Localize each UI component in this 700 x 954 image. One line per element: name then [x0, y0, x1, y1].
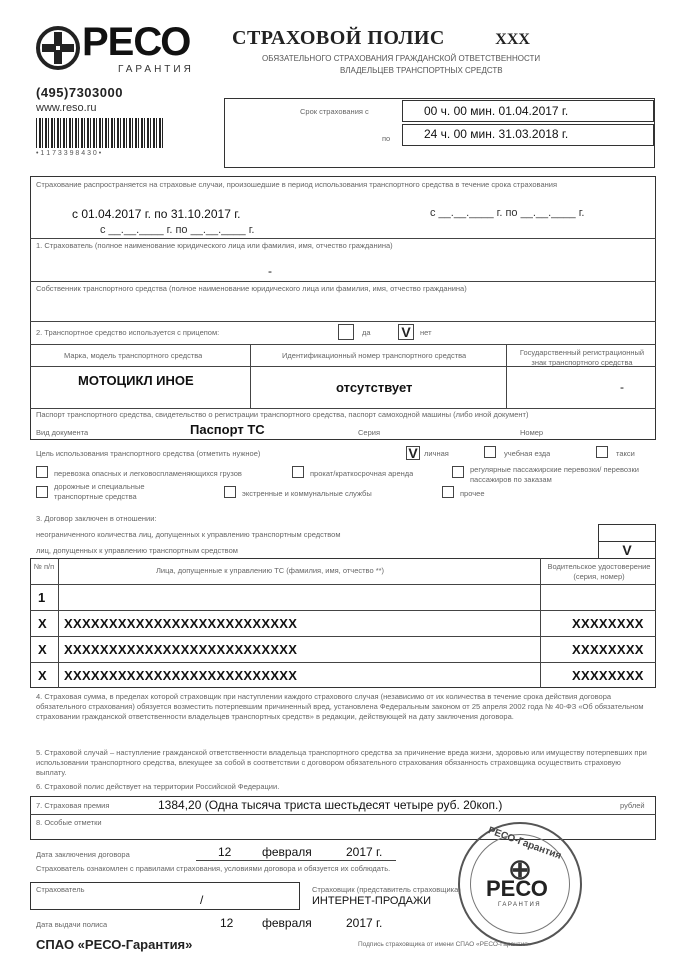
- insurant-sign-value: /: [200, 893, 204, 907]
- premium-value: 1384,20 (Одна тысяча триста шестьдесят четыре руб. 20коп.): [158, 798, 503, 812]
- doc-type-value: Паспорт ТС: [190, 422, 265, 437]
- doc-number-label: Номер: [520, 428, 544, 437]
- term-from-value: 00 ч. 00 мин. 01.04.2017 г.: [424, 104, 569, 118]
- page-title: [232, 27, 530, 50]
- purpose-training-label: учебная езда: [504, 449, 551, 458]
- title-text: СТРАХОВОЙ ПОЛИС: [232, 27, 445, 49]
- contract-unlimited-label: неограниченного количества лиц, допущенных к управлению транспортным средством: [36, 530, 341, 539]
- col-model-header: Марка, модель транспортного средства: [64, 351, 203, 360]
- usage-period-3: с __.__.____ г. по __.__.____ г.: [100, 224, 255, 236]
- purpose-taxi-label: такси: [616, 449, 635, 458]
- col-vin-header: Идентификационный номер транспортного средства: [282, 351, 467, 360]
- purpose-other-checkbox[interactable]: [442, 486, 454, 498]
- purpose-rental-label: прокат/краткосрочная аренда: [310, 469, 414, 478]
- phone: (495)7303000: [36, 85, 123, 100]
- website: www.reso.ru: [36, 102, 97, 114]
- logo-subtext: ГАРАНТИЯ: [118, 64, 194, 75]
- purpose-training-checkbox[interactable]: [484, 446, 496, 458]
- series-text: XXX: [495, 31, 530, 48]
- barcode-digits: • 1 1 7 3 3 9 8 4 3 0 •: [36, 150, 102, 157]
- purpose-emergency-label: экстренные и коммунальные службы: [242, 489, 372, 498]
- doc-type-label: Вид документа: [36, 428, 89, 437]
- premium-label: 7. Страховая премия: [36, 801, 110, 810]
- vehicle-doc-label: Паспорт транспортного средства, свидетельство о регистрации транспортного средства, паспорт самоходной машины (либо иной документ): [36, 410, 529, 419]
- purpose-taxi-checkbox[interactable]: [596, 446, 608, 458]
- driver-row-4-num: X: [38, 668, 47, 683]
- usage-period-label: Страхование распространяется на страховые случаи, произошедшие в период использования транспортного средства в течение срока страхования: [36, 180, 558, 189]
- col-license-header: Водительское удостоверение (серия, номер): [547, 562, 651, 581]
- insurant-label: 1. Страхователь (полное наименование юридического лица или фамилия, имя, отчество гражданина): [36, 241, 393, 250]
- issue-year: 2017 г.: [346, 916, 383, 930]
- footer-text: Страхователь ознакомлен с правилами страхования, условиями договора и обязуется их соблюдать.: [36, 864, 391, 873]
- trailer-no-checkbox[interactable]: V: [398, 324, 414, 340]
- stamp-ring-text: РЕСО-Гарантия: [486, 825, 563, 862]
- issue-day: 12: [220, 916, 234, 930]
- barcode: [36, 118, 164, 148]
- col-num-header: № п/п: [33, 562, 55, 571]
- logo: [36, 20, 201, 84]
- conclusion-year: 2017 г.: [346, 845, 383, 859]
- term-to-label: по: [382, 134, 391, 143]
- purpose-hazardous-checkbox[interactable]: [36, 466, 48, 478]
- signature-note: Подпись страховщика от имени СПАО «РЕСО-Гарантия»: [358, 941, 532, 948]
- logo-text: РЕСО: [82, 20, 191, 64]
- issue-month: февраля: [262, 916, 312, 930]
- clause-6: 6. Страховой полис действует на территории Российской Федерации.: [36, 782, 280, 791]
- purpose-other-label: прочее: [460, 489, 485, 498]
- driver-row-1-num: 1: [38, 590, 46, 605]
- stamp-logo-text: РЕСО: [486, 876, 548, 901]
- purpose-passenger-label: регулярные пассажирские перевозки/ перевозки пассажиров по заказам: [470, 465, 639, 484]
- insurant-value: -: [268, 264, 272, 278]
- clause-5: 5. Страховой случай – наступление гражданской ответственности владельца транспортного средства за причинение вреда жизни, здоровью или имуществу потерпевших при использовании транспортного средства, влекущее за собой в соответствии с договором обязательного страхования обязанность страховщика осуществить страховую выплату.: [36, 748, 647, 777]
- stamp: [458, 822, 582, 946]
- purpose-special-label: дорожные и специальные транспортные средства: [54, 482, 145, 501]
- purpose-emergency-checkbox[interactable]: [224, 486, 236, 498]
- stamp-sub-text: ГАРАНТИЯ: [498, 902, 542, 908]
- usage-period-2: с __.__.____ г. по __.__.____ г.: [430, 207, 585, 219]
- trailer-label: 2. Транспортное средство используется с прицепом:: [36, 328, 220, 337]
- contract-limited-checkbox[interactable]: [598, 541, 656, 559]
- contract-limited-mark: V: [622, 542, 632, 558]
- purpose-passenger-checkbox[interactable]: [452, 466, 464, 478]
- company-name: СПАО «РЕСО-Гарантия»: [36, 937, 193, 952]
- driver-row-2-name: XXXXXXXXXXXXXXXXXXXXXXXXXX: [64, 616, 298, 631]
- insurant-sign-label: Страхователь: [36, 885, 85, 894]
- notes-label: 8. Особые отметки: [36, 818, 102, 827]
- driver-row-2-num: X: [38, 616, 47, 631]
- conclusion-day: 12: [218, 845, 232, 859]
- subtitle-line-1: ОБЯЗАТЕЛЬНОГО СТРАХОВАНИЯ ГРАЖДАНСКОЙ ОТВЕТСТВЕННОСТИ: [262, 54, 541, 63]
- vehicle-vin: отсутствует: [336, 380, 413, 395]
- contract-limited-label: лиц, допущенных к управлению транспортным средством: [36, 546, 238, 555]
- driver-row-2-license: XXXXXXXX: [572, 616, 644, 631]
- purpose-hazardous-label: перевозка опасных и легковоспламеняющихся грузов: [54, 469, 242, 478]
- subtitle-line-2: ВЛАДЕЛЬЦЕВ ТРАНСПОРТНЫХ СРЕДСТВ: [340, 66, 503, 75]
- trailer-yes-label: да: [362, 328, 371, 337]
- issue-label: Дата выдачи полиса: [36, 920, 108, 929]
- agent-value: ИНТЕРНЕТ-ПРОДАЖИ: [312, 895, 432, 907]
- purpose-personal-checkbox[interactable]: V: [406, 446, 420, 460]
- driver-row-3-name: XXXXXXXXXXXXXXXXXXXXXXXXXX: [64, 642, 298, 657]
- conclusion-month: февраля: [262, 845, 312, 859]
- owner-label: Собственник транспортного средства (полное наименование юридического лица или фамилия, имя, отчество гражданина): [36, 284, 467, 293]
- trailer-yes-checkbox[interactable]: [338, 324, 354, 340]
- reso-logo-icon: [36, 26, 80, 70]
- vehicle-model: МОТОЦИКЛ ИНОЕ: [78, 373, 194, 388]
- driver-row-4-license: XXXXXXXX: [572, 668, 644, 683]
- driver-row-3-num: X: [38, 642, 47, 657]
- purpose-special-checkbox[interactable]: [36, 486, 48, 498]
- term-to-value: 24 ч. 00 мин. 31.03.2018 г.: [424, 127, 569, 141]
- purpose-rental-checkbox[interactable]: [292, 466, 304, 478]
- agent-label: Страховщик (представитель страховщика): [312, 885, 461, 894]
- purpose-label: Цель использования транспортного средства (отметить нужное): [36, 449, 261, 458]
- conclusion-label: Дата заключения договора: [36, 850, 130, 859]
- purpose-personal-label: личная: [424, 449, 449, 458]
- clause-4: 4. Страховая сумма, в пределах которой страховщик при наступлении каждого страхового случая (независимо от их количества в течение срока действия договора обязательного страхования) обязуется возместить потерпевшим причиненный вред, установлена Федеральным законом от 25 апреля 2002 года № 40-ФЗ «Об обязательном страховании гражданской ответственности владельцев транспортных средств» в редакции, действующей на дату заключения договора.: [36, 692, 644, 721]
- term-from-label: Срок страхования с: [300, 107, 369, 116]
- driver-row-4-name: XXXXXXXXXXXXXXXXXXXXXXXXXX: [64, 668, 298, 683]
- contract-unlimited-checkbox[interactable]: [598, 524, 656, 542]
- doc-series-label: Серия: [358, 428, 381, 437]
- col-name-header: Лица, допущенные к управлению ТС (фамилия, имя, отчество **): [156, 566, 385, 575]
- col-reg-header: Государственный регистрационный знак транспортного средства: [519, 348, 645, 367]
- usage-period-1: с 01.04.2017 г. по 31.10.2017 г.: [72, 207, 241, 221]
- driver-row-3-license: XXXXXXXX: [572, 642, 644, 657]
- trailer-no-label: нет: [420, 328, 432, 337]
- contract-label: 3. Договор заключен в отношении:: [36, 514, 157, 523]
- vehicle-reg: -: [620, 380, 624, 394]
- premium-unit: рублей: [620, 801, 645, 810]
